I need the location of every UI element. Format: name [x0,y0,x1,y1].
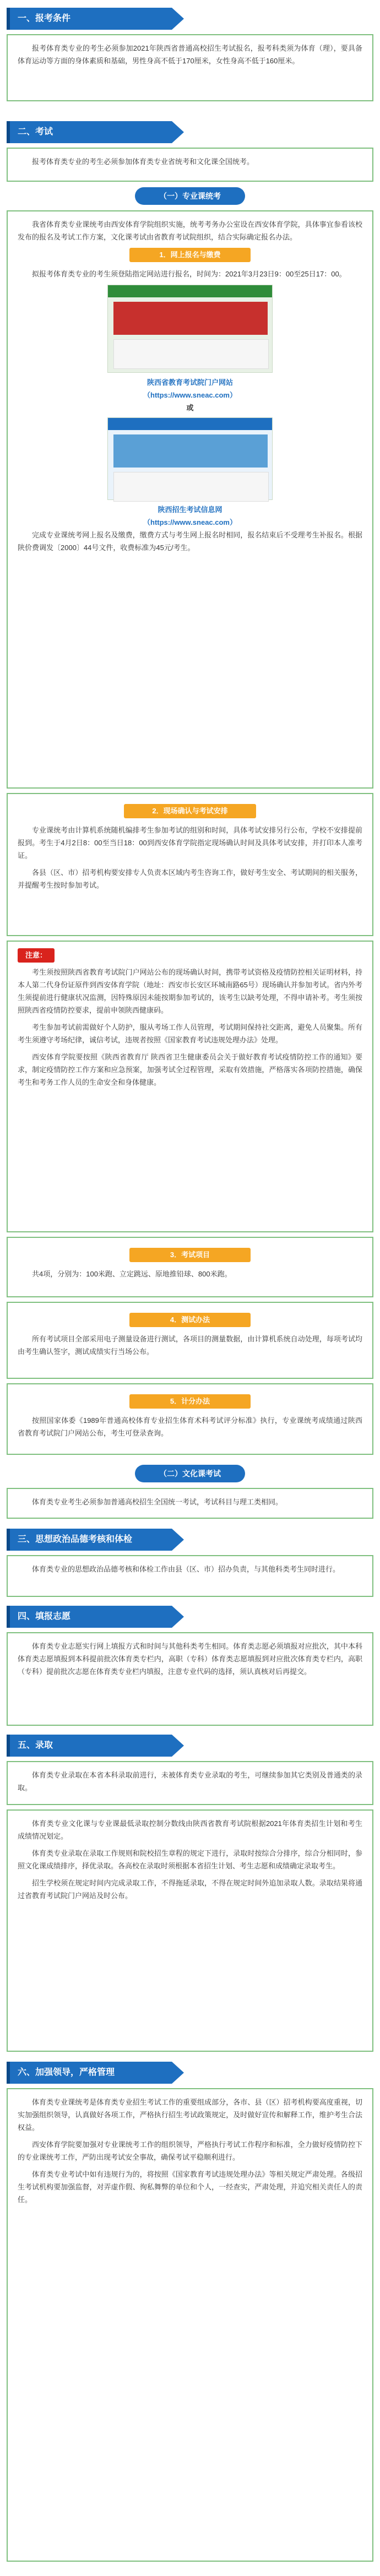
paragraph: 招生学校须在规定时间内完成录取工作，不得拖延录取，不得在规定时间外追加录取人数。录取结果将通过省教育考试院门户网站及时公布。 [18,1879,362,1900]
section-box-6 [7,2088,373,2562]
professional-exam-box [7,210,373,789]
paragraph: 体育类专业录取在录取工作规则和院校招生章程的规定下进行，录取时按综合分排序，综合分相同时，参照文化课成绩排序，择优录取。各高校在录取时须根据本省招生计划、考生志愿和成绩确定录取考生。 [18,1849,362,1870]
professional-exam-box-2 [7,793,373,936]
section-box-4 [7,1632,373,1726]
section-box-5a [7,1761,373,1805]
website-screenshot-1 [107,285,273,373]
step3-box [7,1237,373,1297]
paragraph: 专业课统考由计算机系统随机编排考生参加考试的组别和时间，具体考试安排另行公布，学校不安排提前报到。考生于4月2日8：00至当日18：00到西安体育学院指定现场确认时间及具体考试安排，并打印本人准考证。 [18,826,362,860]
paragraph: 我省体育类专业课统考由西安体育学院组织实施，统考考务办公室设在西安体育学院，具体事宜参看该校发布的报名及考试工作方案，文化课考试由省教育考试院组织，结合实际确定报名办法。 [18,220,362,241]
paragraph: 共4项，分别为：100米跑、立定跳远、原地推铅球、800米跑。 [32,1270,232,1278]
section-header-6: 六、加强领导，严格管理 [7,2062,172,2084]
notice-title: 注意： [18,948,55,963]
paragraph: 完成专业课统考网上报名及缴费，缴费方式与考生网上报名时相同，报名结束后不受理考生补报名。根据陕价费调发〔2000〕44号文件，收费标准为45元/考生。 [18,531,362,552]
paragraph: 西安体育学院要加强对专业课统考工作的组织领导，严格执行考试工作程序和标准，全力做好疫情防控下的专业课统考工作，严防出现考试安全事故，确保考试平稳顺利进行。 [18,2140,362,2161]
paragraph: 西安体育学院要按照《陕西省教育厅 陕西省卫生健康委员会关于做好教育考试疫情防控工作的通知》要求，制定疫情防控工作方案和应急预案，加强考试全过程管理，采取有效措施，严格落实各项防控措施，确保考生和考务工作人员的生命安全和身体健康。 [18,1053,362,1086]
step-tag-3: 3．考试项目 [129,1248,251,1262]
notice-paragraph: 考生参加考试前需做好个人防护，服从考场工作人员管理，考试期间保持社交距离，避免人员聚集。所有考生须遵守考场纪律，诚信考试，违规者按照《国家教育考试违规处理办法》处理。 [18,1023,362,1044]
subsection-pill-professional: （一）专业课统考 [135,187,245,205]
section-header-4: 四、填报志愿 [7,1606,172,1628]
paragraph: 体育类专业文化课与专业课最低录取控制分数线由陕西省教育考试院根据2021年体育类招生计划和考生成绩情况划定。 [18,1819,362,1840]
or-label: 或 [186,404,194,412]
paragraph: 体育类专业录取在本省本科录取前进行，未被体育类专业录取的考生，可继续参加其它类别及普通类的录取。 [18,1771,362,1792]
paragraph: 体育类专业的思想政治品德考核和体检工作由县（区、市）招办负责，与其他科类考生同时进行。 [32,1565,340,1573]
site-header-bar [108,285,272,297]
site-banner [113,434,268,468]
subsection-pill-culture: （二）文化课考试 [135,1465,245,1482]
paragraph: 体育类专业考试中如有违规行为的，将按照《国家教育考试违规处理办法》等相关规定严肃处理。各级招生考试机构要加强监督，对弄虚作假、徇私舞弊的单位和个人，一经查实，严肃处理，并追究相关责任人的责任。 [18,2170,362,2204]
section-box-2 [7,148,373,182]
site-banner [113,302,268,335]
paragraph: 按照国家体委《1989年普通高校体育专业招生体育术科考试评分标准》执行，专业课统考成绩通过陕西省教育考试院门户网站公布，考生可登录查询。 [18,1416,362,1437]
paragraph: 体育类专业志愿实行网上填报方式和时间与其他科类考生相同。体育类志愿必须填报对应批次，其中本科体育类志愿填报到本科提前批次体育类专栏内，高职（专科）体育类志愿填报到对应批次体育类专栏内，高职（专科）提前批次志愿在体育类专业栏内填报，注意专业代码的选择，须认真核对后再提交。 [18,1642,362,1676]
notice-paragraph: 考生须按照陕西省教育考试院门户网站公布的现场确认时间，携带考试资格及疫情防控相关证明材料，持本人第二代身份证原件到西安体育学院（地址：西安市长安区环城南路65号）现场确认并参加考试。省内外考生须提前进行健康状况监测，因特殊原因未能按期参加考试的，该考生以缺考处理，不得申请补考。考生须按照陕西省疫情防控要求，提前申领陕西健康码。 [18,968,362,1014]
section-box-5b [7,1809,373,2052]
step5-box [7,1383,373,1455]
section-box-3 [7,1555,373,1597]
paragraph: 体育类专业课统考是体育类专业招生考试工作的重要组成部分，各市、县（区）招考机构要高度重视，切实加强组织领导，认真做好各项工作，严格执行招生考试政策规定，及时做好宣传和解释工作，维护考生合法权益。 [18,2098,362,2132]
step-tag-5: 5．计分办法 [129,1394,251,1409]
section-header-2: 二、考试 [7,121,172,143]
section-header-5: 五、录取 [7,1735,172,1757]
notice-box [7,941,373,1232]
page-bottom-spacer [0,2570,380,2576]
section-header-3: 三、思想政治品德考核和体检 [7,1529,172,1551]
step-tag-4: 4．测试办法 [129,1313,251,1327]
culture-exam-box [7,1488,373,1519]
paragraph: 拟报考体育类专业的考生须登陆指定网站进行报名，时间为：2021年3月23日9：00至25日17：00。 [32,270,346,278]
link-label-1[interactable]: 陕西省教育考试院门户网站 [146,378,233,387]
site-content-grid [113,339,269,369]
step-tag-2: 2．现场确认与考试安排 [124,804,256,818]
link-url-2[interactable]: （https://www.sneac.com） [143,518,237,526]
paragraph: 体育类专业考生必须参加普通高校招生全国统一考试，考试科目与理工类相同。 [32,1498,283,1506]
paragraph: 报考体育类专业的考生必须参加2021年陕西省普通高校招生考试报名，报考科类须为体育（理），要具备体育运动等方面的身体素质和基础，男性身高不低于170厘米，女性身高不低于160厘米。 [18,44,362,65]
website-screenshot-2 [107,417,273,500]
paragraph: 各县（区、市）招考机构要安排专人负责本区域内考生咨询工作，做好考生安全、考试期间的相关服务，并提醒考生按时参加考试。 [18,868,362,889]
section-box-1 [7,34,373,101]
paragraph: 报考体育类专业的考生必须参加体育类专业省统考和文化课全国统考。 [32,157,254,166]
site-content-grid [113,472,269,502]
step4-box [7,1302,373,1379]
section-header-1: 一、报考条件 [7,8,172,30]
step-tag-1: 1．网上报名与缴费 [129,248,251,262]
paragraph: 所有考试项目全部采用电子测量设备进行测试，各项目的测量数据，由计算机系统自动处理，每项考试均由考生确认签字，测试成绩实行当场公布。 [18,1335,362,1356]
link-url-1[interactable]: （https://www.sneac.com） [143,391,237,399]
link-label-2[interactable]: 陕西招生考试信息网 [158,506,222,514]
site-header-bar [108,418,272,430]
